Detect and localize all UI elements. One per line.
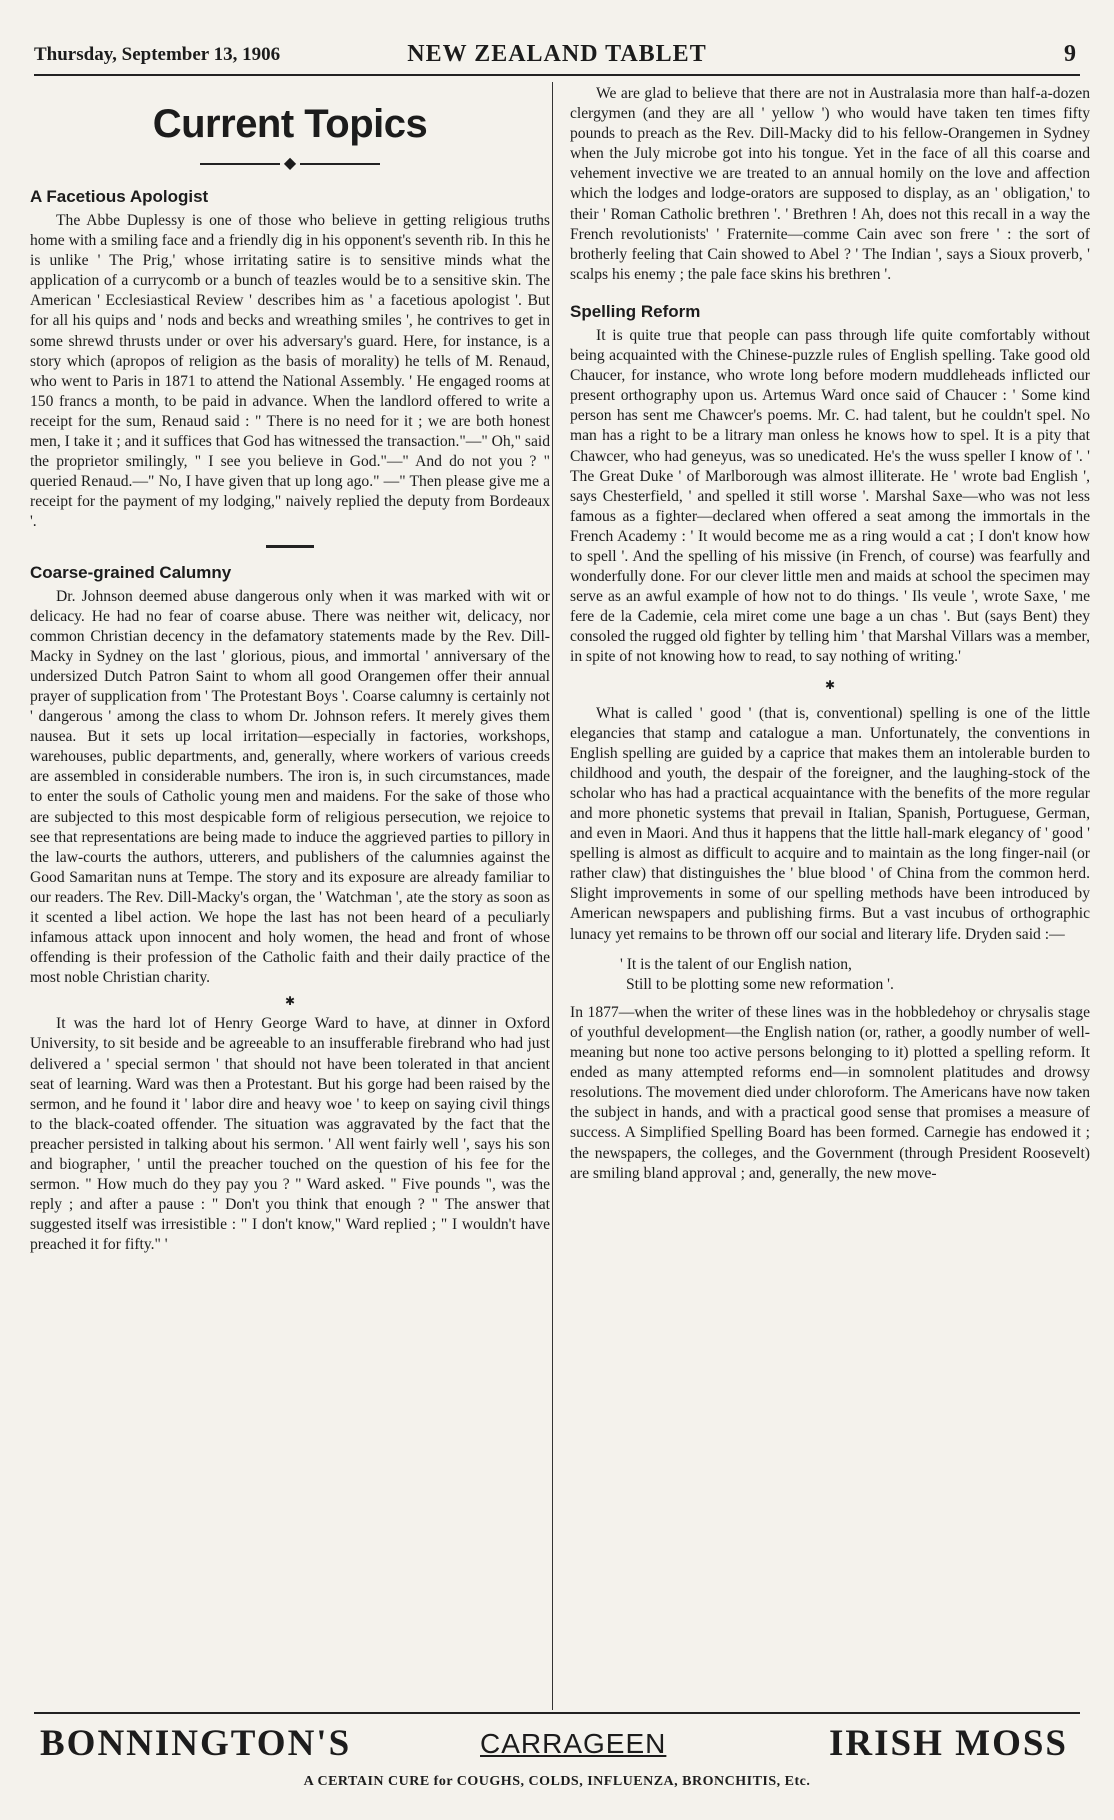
- ad-product-carrageen: CARRAGEEN: [480, 1728, 667, 1759]
- article-paragraph: We are glad to believe that there are not in Australasia more than half-a-dozen clergymen (and they are all ' yellow ') who would have taken ten times fifty pounds to preach as the Rev. Dill-Macky did to his fellow-Orangemen in Sydney when the July microbe got into his tongue. Yet in the face of all this coarse and vehement invective we are treated to an annual homily on the love and affection which the lodges and lodge-orators are supposed to display, as an ' obligation,' to their ' Roman Catholic brethren '. ' Brethren ! Ah, does not this recall in a way the French revolutionists' ' Fraternite—comme Cain avec son frere ' : the sort of brotherly feeling that Cain showed to Abel ? ' The Indian ', says a Sioux proverb, ' scalps his enemy ; the pale face skins his brethren '.: [570, 85, 1090, 283]
- masthead: [34, 40, 1080, 76]
- article-paragraph: What is called ' good ' (that is, conventional) spelling is one of the little elegancies that stamp and catalogue a man. Unfortunately, the conventions in English spelling are guided by a caprice that makes them an intolerable burden to childhood and youth, the despair of the foreigner, and the laughing-stock of the scholar who has had a practical acquaintance with the benefits of the more regular and more phonetic systems that prevail in Italian, Spanish, Portuguese, German, and even in Maori. And thus it happens that the little hall-mark elegancy of ' good ' spelling is almost as difficult to acquire and to maintain as the long finger-nail (or rather claw) that distinguishes the ' blue blood ' of China from the common herd. Slight improvements in some of our spelling methods have been introduced by American newspapers and publishing firms. But a vast incubus of orthographic lunacy yet remains to be thrown off our social and literary life. Dryden said :—: [570, 704, 1090, 943]
- title-ornament: [30, 152, 550, 176]
- article-paragraph: Dr. Johnson deemed abuse dangerous only when it was marked with wit or delicacy. He had no fear of coarse abuse. There was neither wit, delicacy, nor common Christian decency in the defamatory statements made by the Rev. Dill-Macky in Sydney on the last ' glorious, pious, and immortal ' anniversary of the undersized Dutch Patron Saint to whom all good Orangemen offer their annual prayer of supplication from ' The Protestant Boys '. Coarse calumny is certainly not ' dangerous ' among the class to whom Dr. Johnson refers. It merely gives them nausea. But it sets up local irritation—especially in factories, workshops, warehouses, public departments, and, generally, where workers of various creeds are assembled in considerable numbers. The iron is, in such circumstances, made to enter the souls of Catholic young men and maidens. For the sake of those who are subjected to this most despicable form of religious persecution, we rejoice to see that representations are being made to induce the aggrieved parties to pillory in the law-courts the authors, utterers, and publishers of the calumnies against the Good Samaritan nuns at Tempe. The story and its exposure are already familiar to our readers. The Rev. Dill-Macky's organ, the ' Watchman ', ate the story as soon as it scented a libel action. We hope the last has not been heard of a peculiarly infamous attack upon innocent and holy women, the head and front of whose offending is their profession of the Catholic faith and their daily practice of the most noble Christian charity.: [30, 587, 550, 987]
- left-column: [30, 84, 550, 1704]
- article-paragraph: The Abbe Duplessy is one of those who believe in getting religious truths home with a smiling face and a friendly dig in his opponent's seventh rib. In this he is unlike ' The Prig,' whose irritating satire is to sensitive minds what the application of a currycomb or a bunch of teazles would be to a sensitive skin. The American ' Ecclesiastical Review ' describes him as ' a facetious apologist '. But for all his quips and ' nods and becks and wreathing smiles ', he contrives to get in some shrewd thrusts under or over his adversary's guard. Here, for instance, is a story which (apropos of religion as the basis of morality) he tells of M. Renaud, who went to Paris in 1871 to attend the National Assembly. ' He engaged rooms at 150 francs a month, to be paid in advance. When the landlord offered to write a receipt for the sum, Renaud said : " There is no need for it ; we are both honest men, I take it ; and it suffices that God has witnessed the transaction."—" Oh," said the proprietor smilingly, " I see you believe in God."—" And do not you ? " queried Renaud.—" No, I have given that up long ago." —" Then please give me a receipt for the payment of my lodging," naively replied the deputy from Bordeaux '.: [30, 212, 550, 531]
- section-heading-facetious-apologist: A Facetious Apologist: [30, 187, 209, 206]
- ad-product-irish-moss: IRISH MOSS: [829, 1723, 1068, 1764]
- issue-date: Thursday, September 13, 1906: [34, 44, 281, 65]
- publication-name: NEW ZEALAND TABLET: [407, 41, 707, 67]
- article-paragraph: It was the hard lot of Henry George Ward to have, at dinner in Oxford University, to sit beside and be agreeable to an insufferable firebrand who had just delivered a ' special sermon ' that should not have been tolerated in that ancient seat of learning. Ward was then a Protestant. But his gorge had been raised by the sermon, and he found it ' labor dire and heavy woe ' to keep on saying civil things to the black-coated offender. The situation was aggravated by the fact that the preacher persisted in talking about his sermon. ' All went fairly well ', says his son and biographer, ' until the preacher touched on the question of his fee for the sermon. " How much do they pay you ? " Ward asked. " Five pounds ", was the reply ; and after a pause : " Don't you think that enough ? " The answer that suggested itself was irresistible : " I don't know," Ward replied ; " I wouldn't have preached it for fifty." ': [30, 1015, 550, 1254]
- ad-tagline: A CERTAIN CURE for COUGHS, COLDS, INFLUENZA, BRONCHITIS, Etc.: [303, 1774, 811, 1789]
- ad-brand: BONNINGTON'S: [40, 1723, 352, 1764]
- column-title: Current Topics: [152, 102, 428, 146]
- star-separator-icon: ✱: [824, 677, 836, 692]
- verse-line: Still to be plotting some new reformation '.: [626, 975, 894, 993]
- diamond-ornament-icon: ◆: [280, 152, 300, 176]
- column-divider: [552, 82, 553, 1710]
- section-heading-coarse-grained-calumny: Coarse-grained Calumny: [30, 562, 232, 582]
- article-paragraph: It is quite true that people can pass through life quite comfortably without being acquainted with the Chinese-puzzle rules of English spelling. Take good old Chaucer, for instance, who wrote long before modern muddleheads inflicted our present orthography upon us. Artemus Ward once said of Chaucer : ' Some kind person has sent me Chawcer's poems. Mr. C. had talent, but he couldn't spel. No man has a right to be a litrary man onless he knows how to spel. It is a pity that Chawcer, who had geneyus, was so unedicated. He's the wuss speller I know of '. ' The Great Duke ' of Marlborough was almost illiterate. He ' wrote bad English ', says Chesterfield, ' and spelled it still worse '. Marshal Saxe—who was not less famous as a fighter—declared when offered a seat among the immortals in the French Academy : ' It would become me as a ring would a cat ; I don't know how to spell '. And the spelling of his missive (in French, of course) was fearfully and wonderfully done. For our clever little men and maids at school the specimen may serve as an awful example of how not to do things. ' Ils veule ', wrote Saxe, ' me fere de la Cademie, cela miret come une bage a un chas '. But (says Bent) they consoled the rugged old fighter by telling him ' that Marshal Villars was a member, in spite of not knowing how to read, to say nothing of writing.': [570, 326, 1090, 666]
- right-column: [570, 84, 1090, 1704]
- section-heading-spelling-reform: Spelling Reform: [570, 301, 701, 321]
- star-separator-icon: ✱: [284, 994, 296, 1009]
- verse-line: ' It is the talent of our English nation,: [620, 955, 852, 973]
- advertisement-banner: [34, 1712, 1080, 1804]
- article-paragraph: In 1877—when the writer of these lines was in the hobbledehoy or chrysalis stage of youthful development—the English nation (or, rather, a goodly number of well-meaning but none too active persons belonging to it) plotted a spelling reform. It ended as many attempted reforms end—in somnolent platitudes and drowsy resolutions. The movement died under chloroform. The Americans have now taken the subject in hands, and with a practical good sense that promises a measure of success. A Simplified Spelling Board has been formed. Carnegie has endowed it ; the newspapers, the colleges, and the Government (through President Roosevelt) are smiling bland approval ; and, generally, the new move-: [570, 1003, 1090, 1182]
- page-number: 9: [1064, 41, 1076, 67]
- section-divider: [266, 545, 314, 548]
- verse-quote: [620, 955, 1090, 995]
